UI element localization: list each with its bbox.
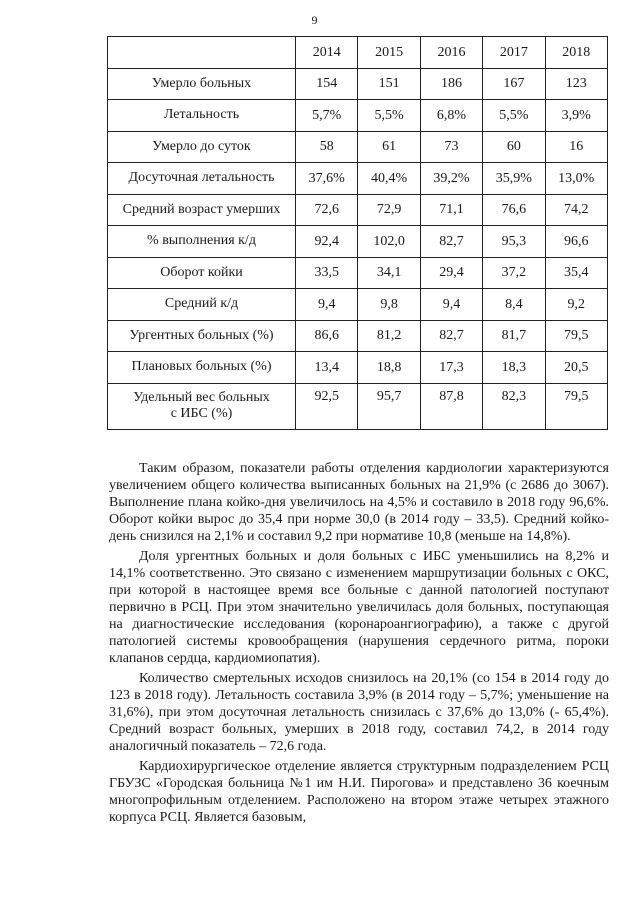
table-row [108, 289, 608, 321]
value-cell: 92,4 [296, 226, 358, 258]
value-cell: 29,4 [420, 257, 482, 289]
value-cell: 37,6% [296, 163, 358, 195]
value-cell: 9,4 [420, 289, 482, 321]
value-cell: 39,2% [420, 163, 482, 195]
year-header: 2016 [420, 37, 482, 69]
value-cell: 9,2 [545, 289, 607, 321]
row-label [108, 383, 296, 429]
page-number: 9 [311, 13, 318, 27]
row-label [108, 289, 296, 321]
value-cell: 79,5 [545, 320, 607, 352]
value-cell: 16 [545, 131, 607, 163]
row-label-text: Удельный вес больных [133, 390, 270, 405]
row-label [108, 226, 296, 258]
value-cell: 60 [483, 131, 545, 163]
value-cell: 74,2 [545, 194, 607, 226]
value-cell: 13,4 [296, 352, 358, 384]
value-cell: 9,4 [296, 289, 358, 321]
value-cell: 35,4 [545, 257, 607, 289]
value-cell: 61 [358, 131, 420, 163]
year-header: 2015 [358, 37, 420, 69]
value-cell: 95,3 [483, 226, 545, 258]
value-cell: 102,0 [358, 226, 420, 258]
year-header: 2014 [296, 37, 358, 69]
table-row [108, 320, 608, 352]
table-row [108, 383, 608, 429]
value-cell: 13,0% [545, 163, 607, 195]
table-row [108, 226, 608, 258]
row-label-text: Летальность [163, 107, 240, 123]
year-header: 2017 [483, 37, 545, 69]
statistics-table-body [108, 37, 608, 430]
value-cell: 186 [420, 68, 482, 100]
table-row [108, 352, 608, 384]
table-row [108, 100, 608, 132]
paragraph: Количество смертельных исходов снизилось на 20,1% (со 154 в 2014 году до 123 в 2018 году). Летальность составила 3,9% (в 2014 году – 5,7%; уменьшение на 31,6%), при этом досуточная летальность снизилась с 37,6% до 13,0% (- 65,4%). Средний возраст больных, умерших в 2018 году, составил 74,2, в 2014 году аналогичный показатель – 72,6 года. [109, 671, 609, 754]
value-cell: 73 [420, 131, 482, 163]
row-label-text: Досуточная летальность [128, 170, 275, 186]
value-cell: 5,5% [358, 100, 420, 132]
row-label-text: Средний возраст умерших [122, 201, 281, 217]
value-cell: 3,9% [545, 100, 607, 132]
value-cell: 81,2 [358, 320, 420, 352]
row-label [108, 352, 296, 384]
value-cell: 5,5% [483, 100, 545, 132]
table-row [108, 257, 608, 289]
row-label [108, 194, 296, 226]
row-label-text: % выполнения к/д [147, 233, 256, 249]
value-cell: 72,6 [296, 194, 358, 226]
row-label [108, 163, 296, 195]
row-label [108, 68, 296, 100]
value-cell: 81,7 [483, 320, 545, 352]
year-header: 2018 [545, 37, 607, 69]
value-cell: 79,5 [545, 383, 607, 429]
value-cell: 82,7 [420, 320, 482, 352]
value-cell: 58 [296, 131, 358, 163]
header-empty-cell [108, 37, 296, 69]
value-cell: 167 [483, 68, 545, 100]
value-cell: 37,2 [483, 257, 545, 289]
value-cell: 8,4 [483, 289, 545, 321]
value-cell: 20,5 [545, 352, 607, 384]
row-label-text-line2: с ИБС (%) [170, 406, 233, 421]
value-cell: 95,7 [358, 383, 420, 429]
value-cell: 71,1 [420, 194, 482, 226]
paragraph: Доля ургентных больных и доля больных с ИБС уменьшились на 8,2% и 14,1% соответственно. Это связано с изменением маршрутизации больных с ОКС, при которой в настоящее время все больные с данной патологией поступают первично в РСЦ. При этом значительно увеличилась доля больных, поступающая на диагностические исследования (коронароангиографию), а также с другой патологией системы кровообращения (нарушения сердечного ритма, пороки клапанов сердца, кардиомиопатия). [109, 549, 609, 666]
value-cell: 40,4% [358, 163, 420, 195]
table-row [108, 131, 608, 163]
value-cell: 154 [296, 68, 358, 100]
paragraph: Таким образом, показатели работы отделения кардиологии характеризуются увеличением общего количества выписанных больных на 21,9% (с 2686 до 3067). Выполнение плана койко-дня увеличилось на 4,5% и составило в 2018 году 96,6%. Оборот койки вырос до 35,4 при норме 30,0 (в 2014 году – 33,5). Средний койко-день снизился на 2,1% и составил 9,2 при нормативе 10,8 (меньше на 14,8%). [109, 461, 609, 544]
value-cell: 82,3 [483, 383, 545, 429]
value-cell: 87,8 [420, 383, 482, 429]
row-label [108, 131, 296, 163]
value-cell: 76,6 [483, 194, 545, 226]
body-text [109, 460, 609, 829]
value-cell: 86,6 [296, 320, 358, 352]
value-cell: 72,9 [358, 194, 420, 226]
value-cell: 17,3 [420, 352, 482, 384]
row-label-text: Умерло больных [151, 75, 252, 91]
value-cell: 35,9% [483, 163, 545, 195]
value-cell: 9,8 [358, 289, 420, 321]
table-row [108, 194, 608, 226]
value-cell: 123 [545, 68, 607, 100]
statistics-table [107, 36, 608, 430]
table-row [108, 163, 608, 195]
row-label-text: Плановых больных (%) [131, 359, 272, 375]
row-label [108, 320, 296, 352]
value-cell: 82,7 [420, 226, 482, 258]
value-cell: 18,8 [358, 352, 420, 384]
table-header-row [108, 37, 608, 69]
row-label [108, 257, 296, 289]
value-cell: 92,5 [296, 383, 358, 429]
value-cell: 18,3 [483, 352, 545, 384]
value-cell: 151 [358, 68, 420, 100]
row-label-text: Умерло до суток [152, 138, 251, 154]
value-cell: 34,1 [358, 257, 420, 289]
table-row [108, 68, 608, 100]
row-label-text: Оборот койки [160, 264, 243, 280]
value-cell: 6,8% [420, 100, 482, 132]
row-label [108, 100, 296, 132]
paragraph: Кардиохирургическое отделение является структурным подразделением РСЦ ГБУЗС «Городская больница №1 им Н.И. Пирогова» и представлено 36 коечным многопрофильным отделением. Расположено на втором этаже четырех этажного корпуса РСЦ. Является базовым, [109, 759, 609, 825]
row-label-text: Ургентных больных (%) [129, 327, 274, 343]
value-cell: 96,6 [545, 226, 607, 258]
row-label-text: Средний к/д [164, 296, 239, 312]
value-cell: 5,7% [296, 100, 358, 132]
value-cell: 33,5 [296, 257, 358, 289]
